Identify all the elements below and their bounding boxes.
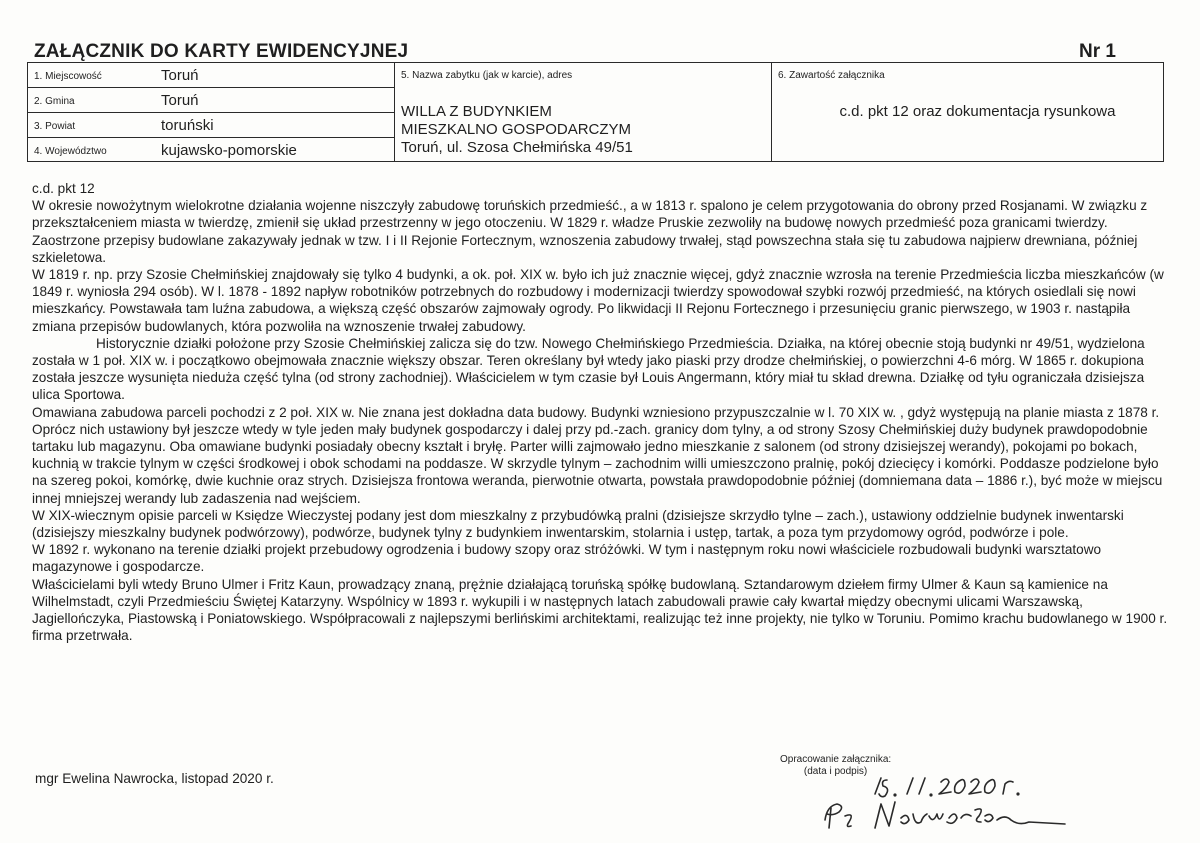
body-paragraph: W 1892 r. wykonano na terenie działki projekt przebudowy ogrodzenia i budowy szopy oraz stróżówki. W tym i następnym roku nowi właściciele rozbudowali budynki warsztatowo magazynowe i gospodarcze.: [32, 542, 1102, 575]
body-text: [32, 180, 1172, 644]
document-title: ZAŁĄCZNIK DO KARTY EWIDENCYJNEJ: [34, 41, 409, 62]
monument-label: 5. Nazwa zabytku (jak w karcie), adres: [401, 70, 573, 81]
date-signature-label: (data i podpis): [803, 766, 868, 777]
field-row-county: [28, 113, 394, 138]
field-label: 2. Gmina: [34, 96, 75, 107]
field-row-voivodeship: [28, 138, 394, 163]
contents-label: 6. Zawartość załącznika: [778, 70, 885, 81]
monument-line: MIESZKALNO GOSPODARCZYM: [401, 121, 632, 138]
field-label: 1. Miejscowość: [34, 71, 102, 82]
monument-column: [395, 63, 772, 161]
monument-line: WILLA Z BUDYNKIEM: [401, 103, 552, 120]
field-value: Toruń: [161, 67, 199, 84]
monument-address: Toruń, ul. Szosa Chełmińska 49/51: [401, 139, 633, 156]
location-column: [28, 63, 395, 161]
body-paragraph: Omawiana zabudowa parceli pochodzi z 2 poł. XIX w. Nie znana jest dokładna data budowy. Budynki wzniesiono przypuszczalnie w l. 70 XIX w. , gdyż występują na planie miasta z 1878 r. Oprócz nich ustawiony był jeszcze wtedy w tyle jeden mały budynek gospodarczy i dalej przy pd.-zach. granicy dom tylny, a od strony Szosy Chełmińskiej duży budynek prawdopodobnie tartaku lub magazynu. Oba omawiane budynki posiadały obecny kształt i bryłę. Parter willi zajmowało jedno mieszkanie z salonem (od strony dzisiejszej werandy), pokojami po bokach, kuchnią w trakcie tylnym w części środkowej i obok schodami na poddasze. W skrzydle tylnym – zachodnim willi umieszczono pralnię, pokój dziecięcy i komórki. Poddasze podzielone było na szereg pokoi, komórkę, dwie kuchnie oraz strych. Dzisiejsza frontowa weranda, pierwotnie otwarta, powstała prawdopodobnie później (domniemana data – 1886 r.), być może w miejscu innej mniejszej werandy lub zadaszenia nad wejściem.: [32, 404, 1163, 506]
field-label: 4. Województwo: [34, 146, 107, 157]
field-value: toruński: [161, 117, 214, 134]
body-paragraph: W okresie nowożytnym wielokrotne działania wojenne niszczyły zabudowę toruńskich przedmieść., a w 1813 r. spalono je celem przygotowania do obrony przed Rosjanami. W związku z przekształceniem miasta w twierdzę, zmienił się układ przestrzenny w jego otoczeniu. W 1829 r. władze Pruskie zezwoliły na budowę nowych przedmieść poza granicami twierdzy. Zaostrzone przepisy budowlane zakazywały jednak w tzw. I i II Rejonie Fortecznym, wznoszenia zabudowy trwałej, stąd powszechna stała się tu zabudowa najpierw drewniana, później szkieletowa.: [32, 198, 1148, 265]
author-line: mgr Ewelina Nawrocka, listopad 2020 r.: [35, 771, 274, 786]
contents-value: c.d. pkt 12 oraz dokumentacja rysunkowa: [839, 103, 1116, 120]
body-paragraph: W XIX-wiecznym opisie parceli w Księdze Wieczystej podany jest dom mieszkalny z przybudówką pralni (dzisiejsze skrzydło tylne – zach.), ustawiony oddzielnie budynek inwentarski (dzisiejszy mieszkalny budynek podwórzowy), podwórze, budynek tylny z budynkiem inwentarskim, stolarnia i ustęp, tartak, a poza tym przydomowy ogród, podwórze i pole.: [32, 507, 1124, 541]
field-value: Toruń: [161, 92, 199, 109]
body-paragraph: c.d. pkt 12: [32, 181, 95, 196]
identification-table: [27, 62, 1164, 162]
field-row-commune: [28, 88, 394, 113]
body-paragraph: W 1819 r. np. przy Szosie Chełmińskiej znajdowały się tylko 4 budynki, a ok. poł. XIX w. było ich już znacznie więcej, gdyż znacznie wzrosła na terenie Przedmieścia liczba mieszkańców (w 1849 r. wyniosła 294 osób). W l. 1878 - 1892 napływ robotników potrzebnych do rozbudowy i modernizacji twierdzy spowodował szybki rozwój przedmieść, na których osiedlali się nowi mieszkańcy. Powstawała tam luźna zabudowa, a większą część obszarów zajmowały ogrody. Po likwidacji II Rejonu Fortecznego i przesunięciu granic pierwszego, w 1903 r. nastąpiła zmiana przepisów budowlanych, która pozwoliła na wznoszenie trwałej zabudowy.: [32, 267, 1164, 334]
body-paragraph: Historycznie działki położone przy Szosie Chełmińskiej zalicza się do tzw. Nowego Chełmińskiego Przedmieścia. Działka, na której obecnie stoją budynki nr 49/51, wydzielona została w 1 poł. XIX w. i początkowo obejmowała znacznie większy obszar. Teren określany był wtedy jako piaski przy drodze chełmińskiej, o powierzchni 4-6 mórg. W 1865 r. dokupiona została jeszcze wysunięta nieduża część tylna (od strony zachodniej). Właścicielem w tym czasie był Louis Angermann, który miał tu skład drewna. Działkę od tyłu ograniczała dzisiejsza ulica Sportowa.: [32, 335, 1145, 403]
field-value: kujawsko-pomorskie: [161, 142, 297, 159]
monument-name: [401, 103, 633, 157]
field-row-locality: [28, 63, 394, 88]
prepared-label: Opracowanie załącznika:: [780, 754, 892, 765]
attachment-number: Nr 1: [1079, 41, 1116, 62]
field-label: 3. Powiat: [34, 121, 76, 132]
body-paragraph: Właścicielami byli wtedy Bruno Ulmer i Fritz Kaun, prowadzący znaną, prężnie działającą toruńską spółkę budowlaną. Sztandarowym dziełem firmy Ulmer & Kaun są kamienice na Wilhelmstadt, czyli Przedmieściu Świętej Katarzyny. Wspólnicy w 1893 r. wykupili i w następnych latach zabudowali prawie cały kwartał między obecnymi ulicami Warszawską, Jagiellończyka, Piastowską i Poniatowskiego. Współpracowali z najlepszymi berlińskimi architektami, realizując też inne projekty, nie tylko w Toruniu. Pomimo krachu budowlanego w 1900 r. firma przetrwała.: [32, 576, 1168, 644]
handwritten-date-and-signature: [815, 772, 1085, 838]
contents-column: [772, 63, 1163, 161]
